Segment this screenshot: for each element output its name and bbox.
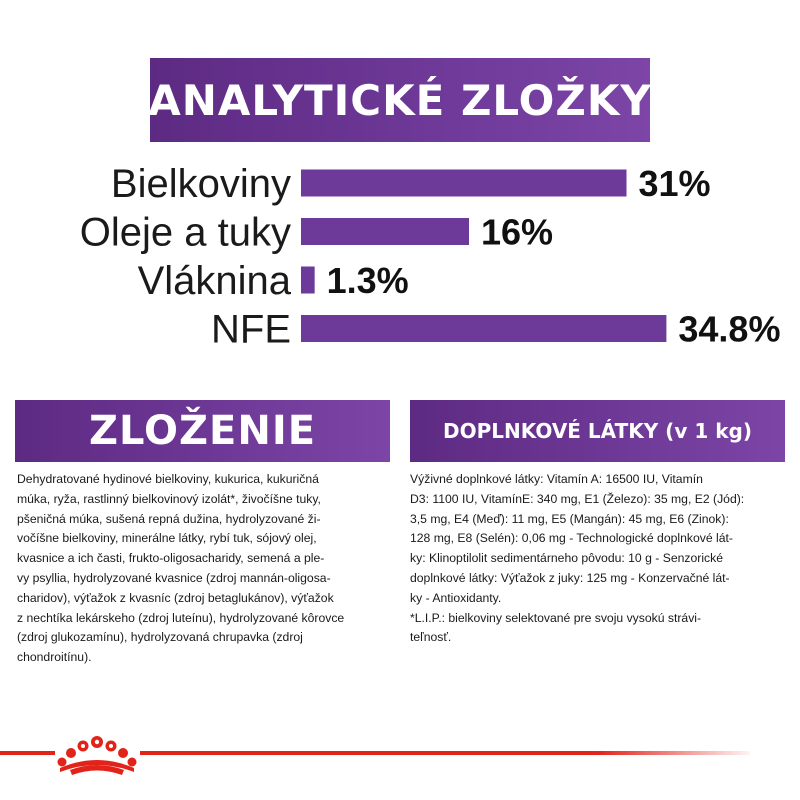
additives-title: DOPLNKOVÉ LÁTKY (v 1 kg)	[443, 419, 752, 443]
bar-label: Oleje a tuky	[79, 210, 291, 255]
bar-label: Bielkoviny	[110, 162, 291, 206]
analytic-bar-chart	[0, 150, 800, 365]
bar-value-label: 31%	[638, 163, 711, 204]
analytic-banner	[150, 58, 650, 142]
additives-text: Výživné doplnkové látky: Vitamín A: 16500 IU, Vitamín D3: 1100 IU, VitamínE: 340 mg, E1 (Železo): 35 mg, E2 (Jód): 3,5 mg, E4 (Meď): 11 mg, E5 (Mangán): 45 mg, E6 (Zinok): 128 mg, E8 (Selén): 0,06 mg - Technologické doplnkové lát- ky: Klinoptilolit sedimentárneho pôvodu: 10 g - Senzorické doplnkové látky: Výťažok z juky: 125 mg - Konzervačné lát- ky - Antioxidanty. *L.I.P.: bielkoviny selektované pre svoju vysokú strávi- teľnosť.	[410, 472, 745, 645]
additives-header	[410, 400, 785, 462]
bar-value-label: 16%	[481, 211, 554, 253]
bar	[301, 315, 666, 342]
crown-icon	[56, 732, 138, 776]
composition-title: ZLOŽENIE	[88, 408, 317, 454]
analytic-title: ANALYTICKÉ ZLOŽKY	[148, 75, 652, 125]
footer-line-left	[0, 751, 55, 755]
bar	[301, 218, 469, 245]
composition-header	[15, 400, 390, 462]
bar-value-label: 1.3%	[326, 260, 409, 301]
bar	[301, 170, 627, 197]
bar-label: NFE	[211, 307, 291, 352]
composition-text: Dehydratované hydinové bielkoviny, kukurica, kukuričná múka, ryža, rastlinný bielkovinový izolát*, živočíšne tuky, pšeničná múka, sušená repná dužina, hydrolyzované ži- vočíšne bielkoviny, minerálne látky, rybí tuk, sójový olej, kvasnice a ich časti, frukto-oligosacharidy, semená a ple- vy psyllia, hydrolyzované kvasnice (zdroj mannán-oligosa- charidov), výťažok z kvasníc (zdroj betaglukánov), výťažok z nechtíka lekárskeho (zdroj luteínu), hydrolyzované kôrovce (zdroj glukozamínu), hydrolyzovaná chrupavka (zdroj chondroitínu).	[17, 472, 345, 665]
bar-label: Vláknina	[137, 259, 291, 303]
bar	[301, 267, 315, 294]
bar-value-label: 34.8%	[678, 308, 781, 350]
footer-line-right	[140, 751, 750, 755]
